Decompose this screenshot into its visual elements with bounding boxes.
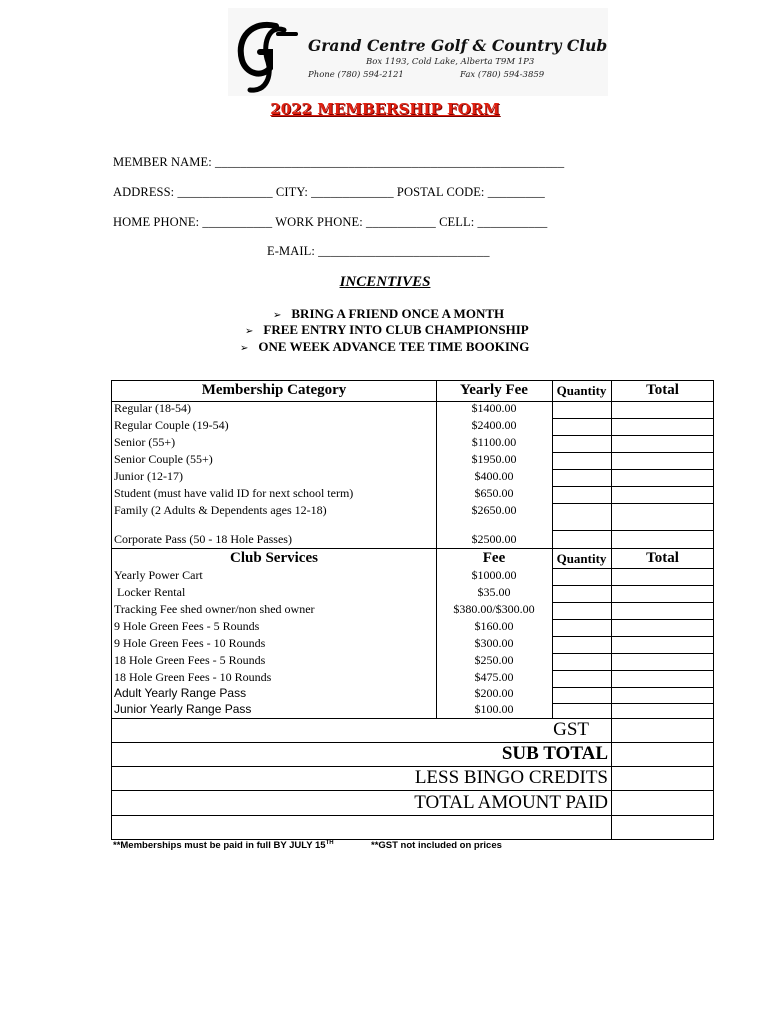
membership-fee: $2400.00 xyxy=(471,418,517,432)
club-name: Grand Centre Golf & Country Club xyxy=(308,36,608,55)
incentive-item: ➢ BRING A FRIEND ONCE A MONTH xyxy=(273,306,505,321)
service-fee: $300.00 xyxy=(474,636,514,650)
service-fee: $475.00 xyxy=(474,670,514,684)
service-label: Yearly Power Cart xyxy=(114,568,203,582)
payment-deadline-note: **Memberships must be paid in full BY JULY 15TH xyxy=(113,840,334,852)
member-name-field[interactable]: MEMBER NAME: _______________________________________________________ xyxy=(113,155,565,169)
row-divider xyxy=(552,530,714,531)
service-label: 18 Hole Green Fees - 5 Rounds xyxy=(114,653,266,667)
column-divider xyxy=(552,381,553,718)
club-logo-icon xyxy=(232,16,304,96)
incentive-item: ➢ ONE WEEK ADVANCE TEE TIME BOOKING xyxy=(240,339,530,354)
sub-total-label: SUB TOTAL xyxy=(501,743,608,764)
arrow-bullet-icon: ➢ xyxy=(245,326,254,337)
service-fee: $100.00 xyxy=(474,702,514,716)
row-divider xyxy=(552,469,714,470)
club-header xyxy=(228,8,608,96)
membership-label: Family (2 Adults & Dependents ages 12-18) xyxy=(114,503,327,517)
row-divider xyxy=(112,401,714,402)
service-fee: $200.00 xyxy=(474,686,514,700)
membership-fee: $2650.00 xyxy=(471,503,517,517)
gst-label: GST xyxy=(553,719,589,740)
row-divider xyxy=(552,435,714,436)
address-field[interactable]: ADDRESS: _______________ CITY: _____________ POSTAL CODE: _________ xyxy=(113,185,545,199)
form-title: 2022 MEMBERSHIP FORM xyxy=(270,100,500,118)
row-divider xyxy=(552,452,714,453)
membership-fee: $1400.00 xyxy=(471,401,517,415)
service-label: 9 Hole Green Fees - 10 Rounds xyxy=(114,636,266,650)
quantity-header: Quantity xyxy=(556,383,607,398)
total-header: Total xyxy=(646,550,679,566)
row-divider xyxy=(552,503,714,504)
yearly-fee-header: Yearly Fee xyxy=(460,382,528,398)
phone-field[interactable]: HOME PHONE: ___________ WORK PHONE: ___________ CELL: ___________ xyxy=(113,215,548,229)
service-fee: $160.00 xyxy=(474,619,514,633)
service-label: Junior Yearly Range Pass xyxy=(114,702,252,716)
membership-label: Corporate Pass (50 - 18 Hole Passes) xyxy=(114,532,292,546)
row-divider xyxy=(552,687,714,688)
row-divider xyxy=(552,619,714,620)
club-address: Box 1193, Cold Lake, Alberta T9M 1P3 xyxy=(366,57,535,67)
arrow-bullet-icon: ➢ xyxy=(273,310,282,321)
fee-header: Fee xyxy=(482,550,506,566)
membership-label: Junior (12-17) xyxy=(114,469,183,483)
row-divider xyxy=(552,602,714,603)
row-divider xyxy=(112,548,714,549)
row-divider xyxy=(112,815,714,816)
service-fee: $35.00 xyxy=(477,585,511,599)
total-amount-paid-label: TOTAL AMOUNT PAID xyxy=(414,792,608,813)
membership-category-header: Membership Category xyxy=(201,382,347,398)
service-label: Locker Rental xyxy=(114,585,186,599)
row-divider xyxy=(552,703,714,704)
row-divider xyxy=(552,670,714,671)
club-fax: Fax (780) 594-3859 xyxy=(460,70,545,80)
membership-label: Senior Couple (55+) xyxy=(114,452,213,466)
service-label: Adult Yearly Range Pass xyxy=(114,686,247,700)
arrow-bullet-icon: ➢ xyxy=(240,343,249,354)
row-divider xyxy=(552,568,714,569)
membership-fee: $650.00 xyxy=(474,486,514,500)
gst-note: **GST not included on prices xyxy=(371,840,502,851)
club-services-header: Club Services xyxy=(230,550,318,566)
row-divider xyxy=(552,653,714,654)
quantity-header: Quantity xyxy=(556,551,607,566)
row-divider xyxy=(552,585,714,586)
club-phone: Phone (780) 594-2121 xyxy=(308,70,404,80)
row-divider xyxy=(552,418,714,419)
column-divider xyxy=(611,381,612,840)
membership-label: Regular Couple (19-54) xyxy=(114,418,229,432)
less-bingo-credits-label: LESS BINGO CREDITS xyxy=(414,767,608,788)
total-header: Total xyxy=(646,382,679,398)
membership-label: Student (must have valid ID for next school term) xyxy=(114,486,354,500)
email-field[interactable]: E-MAIL: ___________________________ xyxy=(267,244,490,258)
row-divider xyxy=(552,636,714,637)
service-label: 9 Hole Green Fees - 5 Rounds xyxy=(114,619,260,633)
service-label: Tracking Fee shed owner/non shed owner xyxy=(114,602,315,616)
service-fee: $1000.00 xyxy=(471,568,517,582)
incentives-title: INCENTIVES xyxy=(339,274,431,290)
membership-fee: $2500.00 xyxy=(471,532,517,546)
membership-fee: $400.00 xyxy=(474,469,514,483)
membership-label: Senior (55+) xyxy=(114,435,176,449)
membership-label: Regular (18-54) xyxy=(114,401,191,415)
row-divider xyxy=(552,486,714,487)
service-label: 18 Hole Green Fees - 10 Rounds xyxy=(114,670,272,684)
membership-fee: $1950.00 xyxy=(471,452,517,466)
fee-table xyxy=(111,380,714,840)
service-fee: $250.00 xyxy=(474,653,514,667)
service-fee: $380.00/$300.00 xyxy=(453,602,535,616)
incentive-item: ➢ FREE ENTRY INTO CLUB CHAMPIONSHIP xyxy=(245,322,529,337)
membership-fee: $1100.00 xyxy=(471,435,517,449)
